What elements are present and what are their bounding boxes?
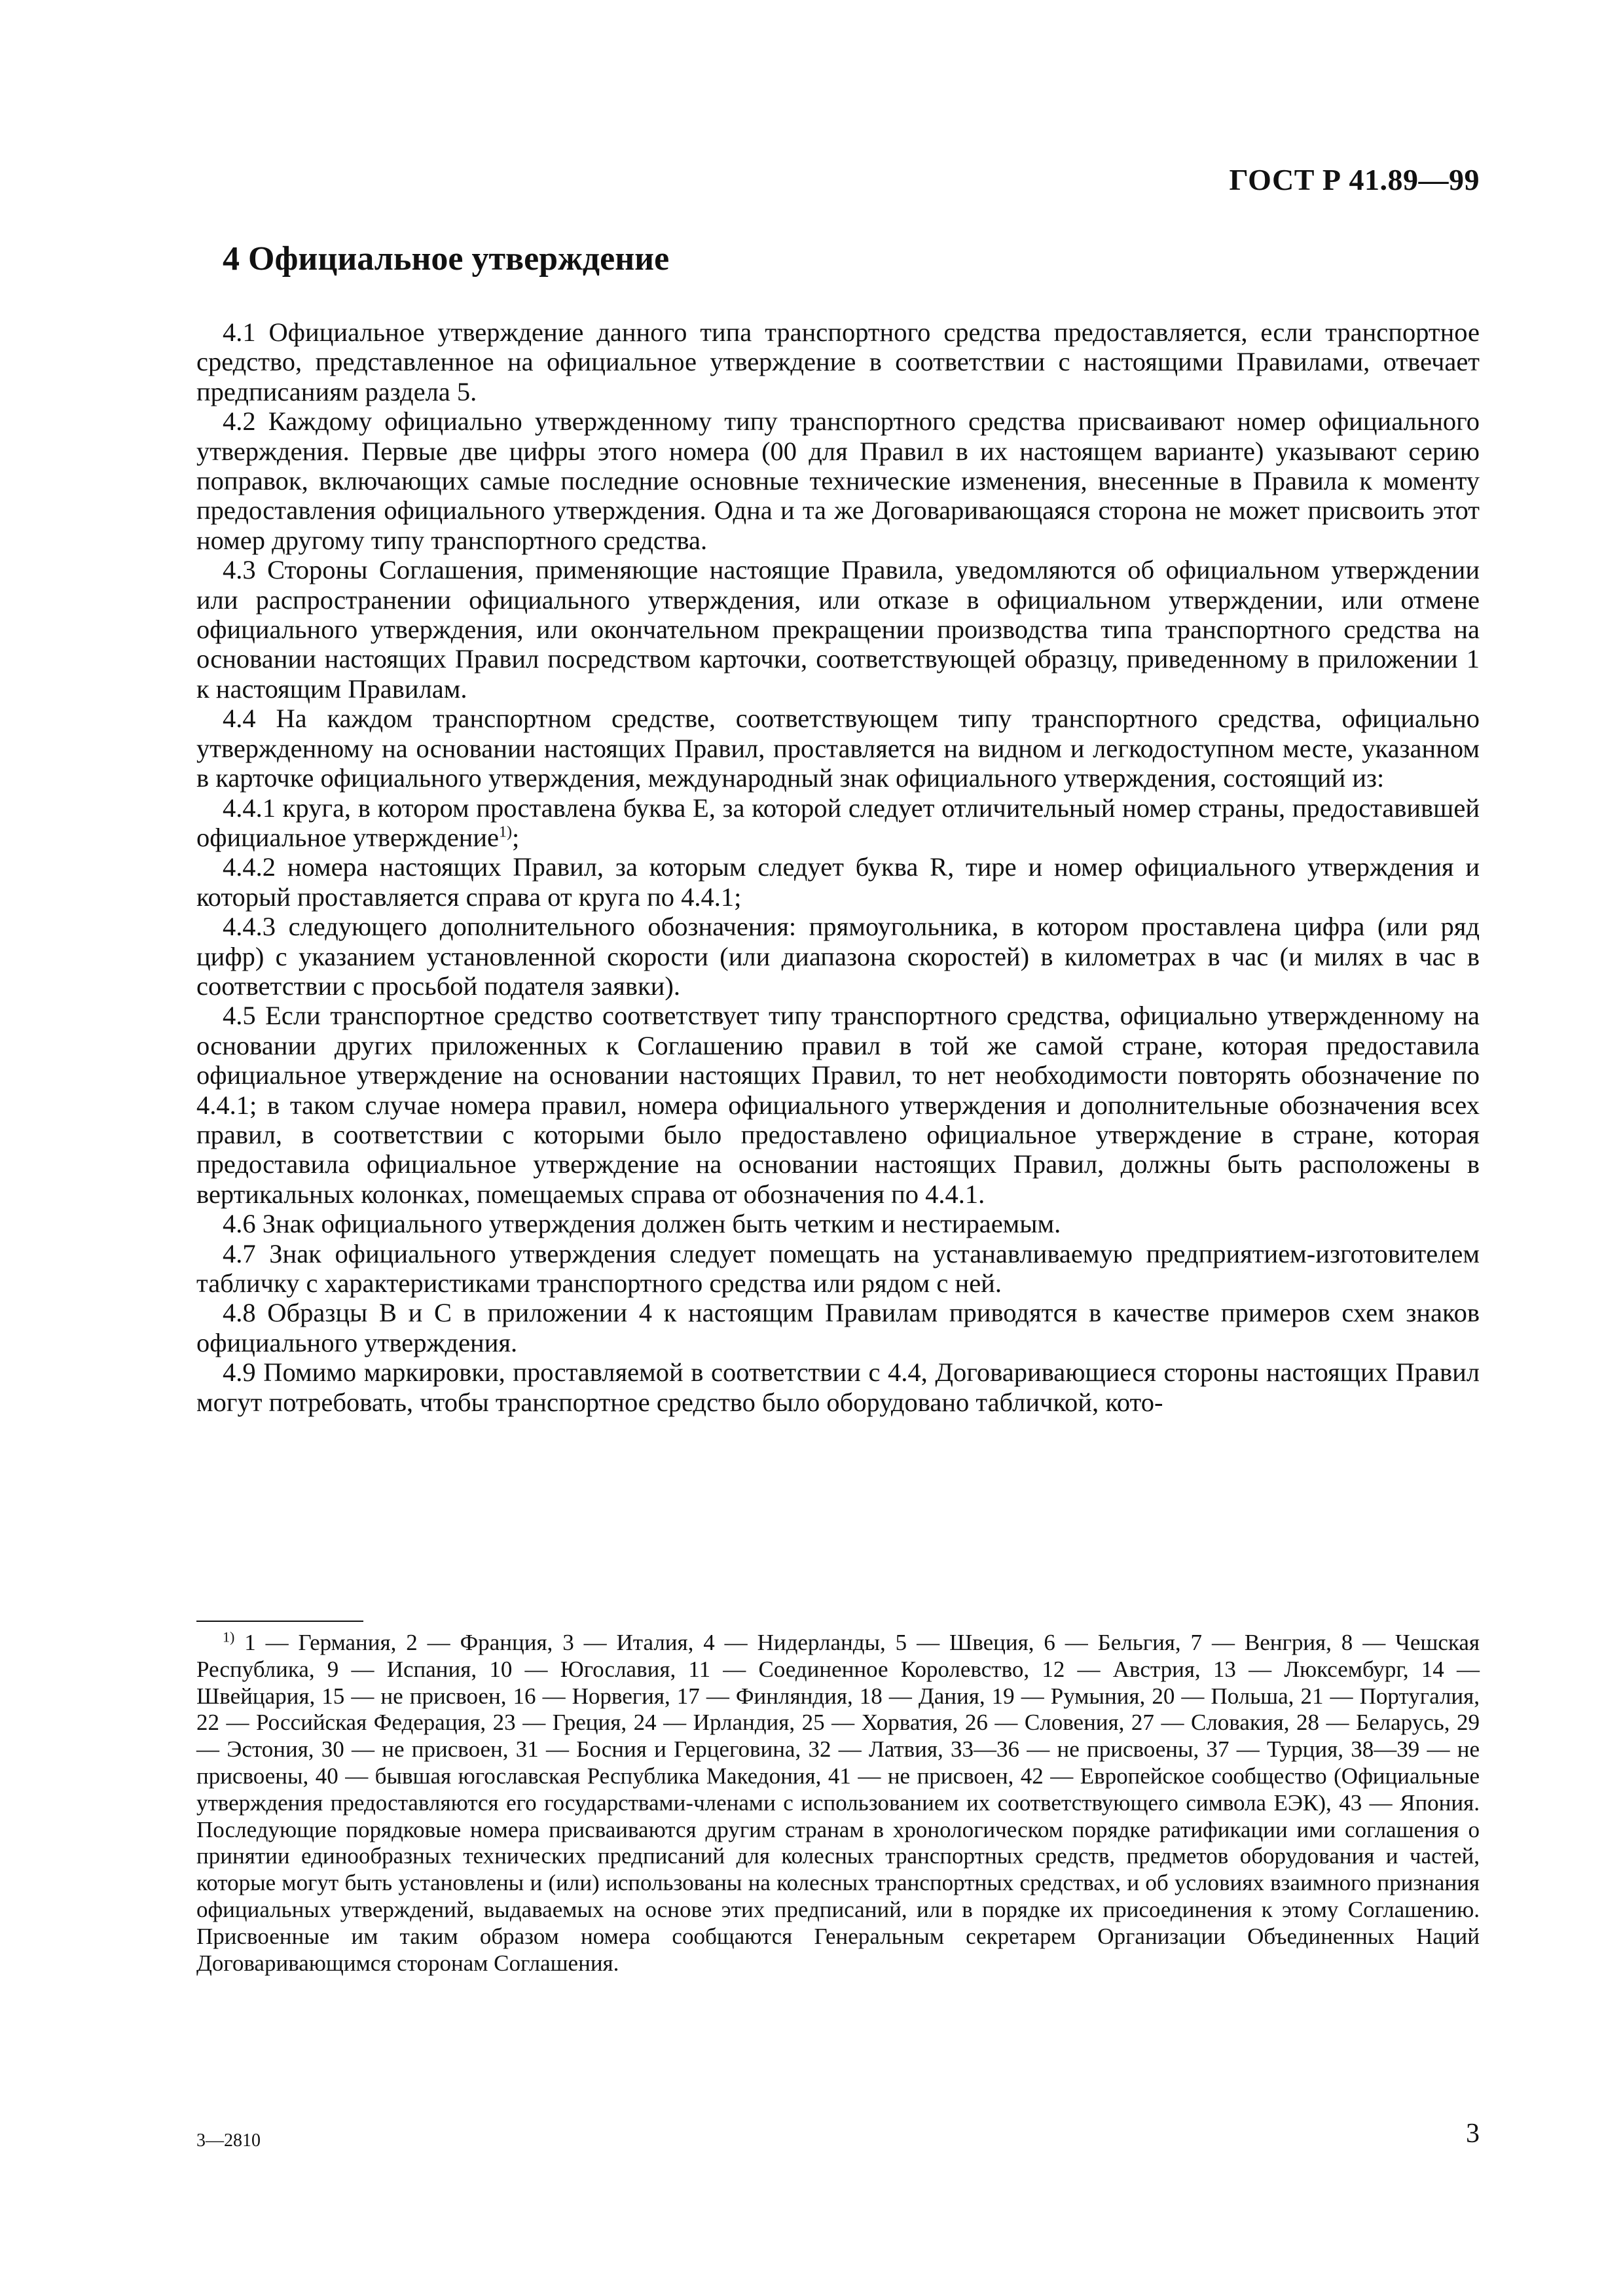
paragraph-4-8: 4.8 Образцы В и С в приложении 4 к настоящим Правилам приводятся в качестве примеров схем знаков официального утверждения. <box>196 1298 1480 1357</box>
paragraph-4-6: 4.6 Знак официального утверждения должен быть четким и нестираемым. <box>223 1209 1061 1239</box>
standard-code-header: ГОСТ Р 41.89—99 <box>1229 163 1480 196</box>
paragraph-4-9: 4.9 Помимо маркировки, проставляемой в соответствии с 4.4, Договаривающиеся стороны настоящих Правил могут потребовать, чтобы транспортное средство было оборудовано табличкой, кото- <box>196 1357 1480 1417</box>
paragraph-4-1: 4.1 Официальное утверждение данного типа транспортного средства предоставляется, если транспортное средство, представленное на официальное утверждение в соответствии с настоящими Правилами, отвечает предписаниям раздела 5. <box>196 317 1480 406</box>
page-number: 3 <box>1466 2119 1480 2149</box>
paragraph-4-4-1-text: 4.4.1 круга, в котором проставлена буква Е, за которой следует отличительный номер страны, предоставившей официальное утверждение <box>196 793 1480 852</box>
footnote-reference[interactable]: 1) <box>499 823 512 841</box>
section-title: 4 Официальное утверждение <box>223 240 670 278</box>
paragraph-4-2: 4.2 Каждому официально утвержденному типу транспортного средства присваивают номер официального утверждения. Первые две цифры этого номера (00 для Правил в их настоящем варианте) указывают серию поправок, включающих самые последние основные технические изменения, внесенные в Правила к моменту предоставления официального утверждения. Одна и та же Договаривающаяся сторона не может присвоить этот номер другому типу транспортного средства. <box>196 406 1480 555</box>
footnote-text: 1 — Германия, 2 — Франция, 3 — Италия, 4 — Нидерланды, 5 — Швеция, 6 — Бельгия, 7 — Венгрия, 8 — Чешская Республика, 9 — Испания, 10 — Югославия, 11 — Соединенное Королевство, 12 — Австрия, 13 — Люксембург, 14 — Швейцария, 15 — не присвоен, 16 — Норвегия, 17 — Финляндия, 18 — Дания, 19 — Румыния, 20 — Польша, 21 — Португалия, 22 — Российская Федерация, 23 — Греция, 24 — Ирландия, 25 — Хорватия, 26 — Словения, 27 — Словакия, 28 — Беларусь, 29 — Эстония, 30 — не присвоен, 31 — Босния и Герцеговина, 32 — Латвия, 33—36 — не присвоены, 37 — Турция, 38—39 — не присвоены, 40 — бывшая югославская Республика Македония, 41 — не присвоен, 42 — Европейское сообщество (Официальные утверждения предоставляются его государствами-членами с использованием их соответствующего символа ЕЭК), 43 — Япония. Последующие порядковые номера присваиваются другим странам в хронологическом порядке ратификации ими соглашения о принятии единообразных технических предписаний для колесных транспортных средств, предметов оборудования и частей, которые могут быть установлены и (или) использованы на колесных транспортных средствах, и об условиях взаимного признания официальных утверждений, выдаваемых на основе этих предписаний, или в порядке их присоединения к этому Соглашению. Присвоенные им таким образом номера сообщаются Генеральным секретарем Организации Объединенных Наций Договаривающимся сторонам Соглашения. <box>196 1630 1480 1976</box>
footnote-country-codes <box>196 1630 1480 1977</box>
document-page <box>196 0 1480 2296</box>
paragraph-4-5: 4.5 Если транспортное средство соответствует типу транспортного средства, официально утвержденному на основании других приложенных к Соглашению правил в той же самой стране, которая предоставила официальное утверждение на основании настоящих Правил, то нет необходимости повторять обозначение по 4.4.1; в таком случае номера правил, номера официального утверждения и дополнительные обозначения всех правил, в соответствии с которыми было предоставлено официальное утверждение в стране, которая предоставила официальное утверждение на основании настоящих Правил, должны быть расположены в вертикальных колонках, помещаемых справа от обозначения по 4.4.1. <box>196 1001 1480 1209</box>
paragraph-4-4-3: 4.4.3 следующего дополнительного обозначения: прямоугольника, в котором проставлена цифра (или ряд цифр) с указанием установленной скорости (или диапазона скоростей) в километрах в час (и милях в час в соответствии с просьбой подателя заявки). <box>196 912 1480 1001</box>
paragraph-4-4-1-end: ; <box>512 822 520 852</box>
print-code: 3—2810 <box>196 2130 261 2151</box>
paragraph-4-4: 4.4 На каждом транспортном средстве, соответствующем типу транспортного средства, официально утвержденному на основании настоящих Правил, проставляется на видном и легкодоступном месте, указанном в карточке официального утверждения, международный знак официального утверждения, состоящий из: <box>196 704 1480 793</box>
footnote-mark: 1) <box>223 1628 235 1645</box>
section-body <box>196 317 1480 1417</box>
paragraph-4-4-1 <box>196 793 1480 853</box>
paragraph-4-3: 4.3 Стороны Соглашения, применяющие настоящие Правила, уведомляются об официальном утверждении или распространении официального утверждения, или отказе в официальном утверждении, или отмене официального утверждения, или окончательном прекращении производства типа транспортного средства на основании настоящих Правил посредством карточки, соответствующей образцу, приведенному в приложении 1 к настоящим Правилам. <box>196 555 1480 704</box>
paragraph-4-7: 4.7 Знак официального утверждения следует помещать на устанавливаемую предприятием-изготовителем табличку с характеристиками транспортного средства или рядом с ней. <box>196 1238 1480 1298</box>
footnote-divider <box>196 1621 363 1622</box>
paragraph-4-4-2: 4.4.2 номера настоящих Правил, за которым следует буква R, тире и номер официального утверждения и который проставляется справа от круга по 4.4.1; <box>196 852 1480 912</box>
